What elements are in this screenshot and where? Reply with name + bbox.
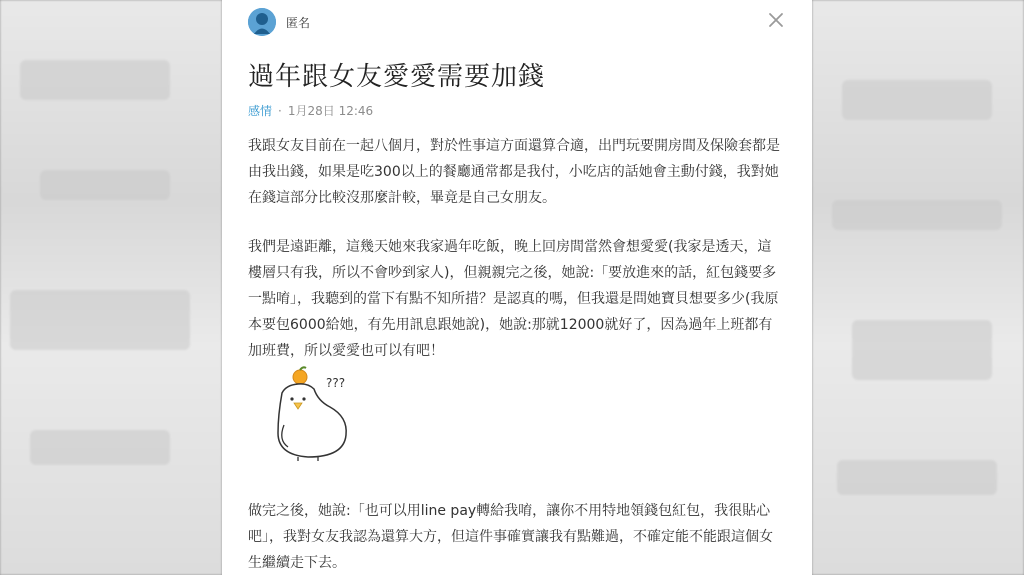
post-date: 1月28日 12:46	[287, 104, 374, 118]
category-link[interactable]: 感情	[248, 104, 273, 118]
post-card	[222, 0, 812, 575]
chicken-sticker-icon	[248, 365, 368, 465]
post-paragraph-3: 做完之後，她說:「也可以用line pay轉給我唷，讓你不用特地領錢包紅包，我很貼心吧」，我對女友我認為還算大方，但這件事確實讓我有點難過，不確定能不能跟這個女生繼續走下去。	[248, 503, 773, 571]
post-title: 過年跟女友愛愛需要加錢	[248, 62, 546, 92]
anonymous-avatar-icon[interactable]	[248, 8, 276, 36]
blurred-background-right	[812, 0, 1024, 575]
sticker-text: ???	[326, 376, 346, 390]
author-name[interactable]: 匿名	[286, 16, 311, 30]
blurred-background-left	[0, 0, 222, 575]
post-paragraph-2: 我們是遠距離，這幾天她來我家過年吃飯，晚上回房間當然會想愛愛(我家是透天，這樓層只有我，所以不會吵到家人)，但親親完之後，她說:「要放進來的話，紅包錢要多一點唷」，我聽到的當下有點不知所措？是認真的嗎，但我還是問她寶貝想要多少(我原本要包6000給她，有先用訊息跟她說)，她說:那就12000就好了，因為過年上班都有加班費，所以愛愛也可以有吧！	[248, 239, 779, 359]
meta-separator: ·	[278, 104, 282, 118]
post-meta	[248, 102, 373, 119]
post-header	[248, 8, 786, 38]
close-icon[interactable]	[766, 10, 786, 30]
post-paragraph-1: 我跟女友目前在一起八個月，對於性事這方面還算合適，出門玩要開房間及保險套都是由我出錢，如果是吃300以上的餐廳通常都是我付，小吃店的話她會主動付錢，我對她在錢這部分比較沒那麼計較，畢竟是自己女朋友。	[248, 138, 780, 206]
